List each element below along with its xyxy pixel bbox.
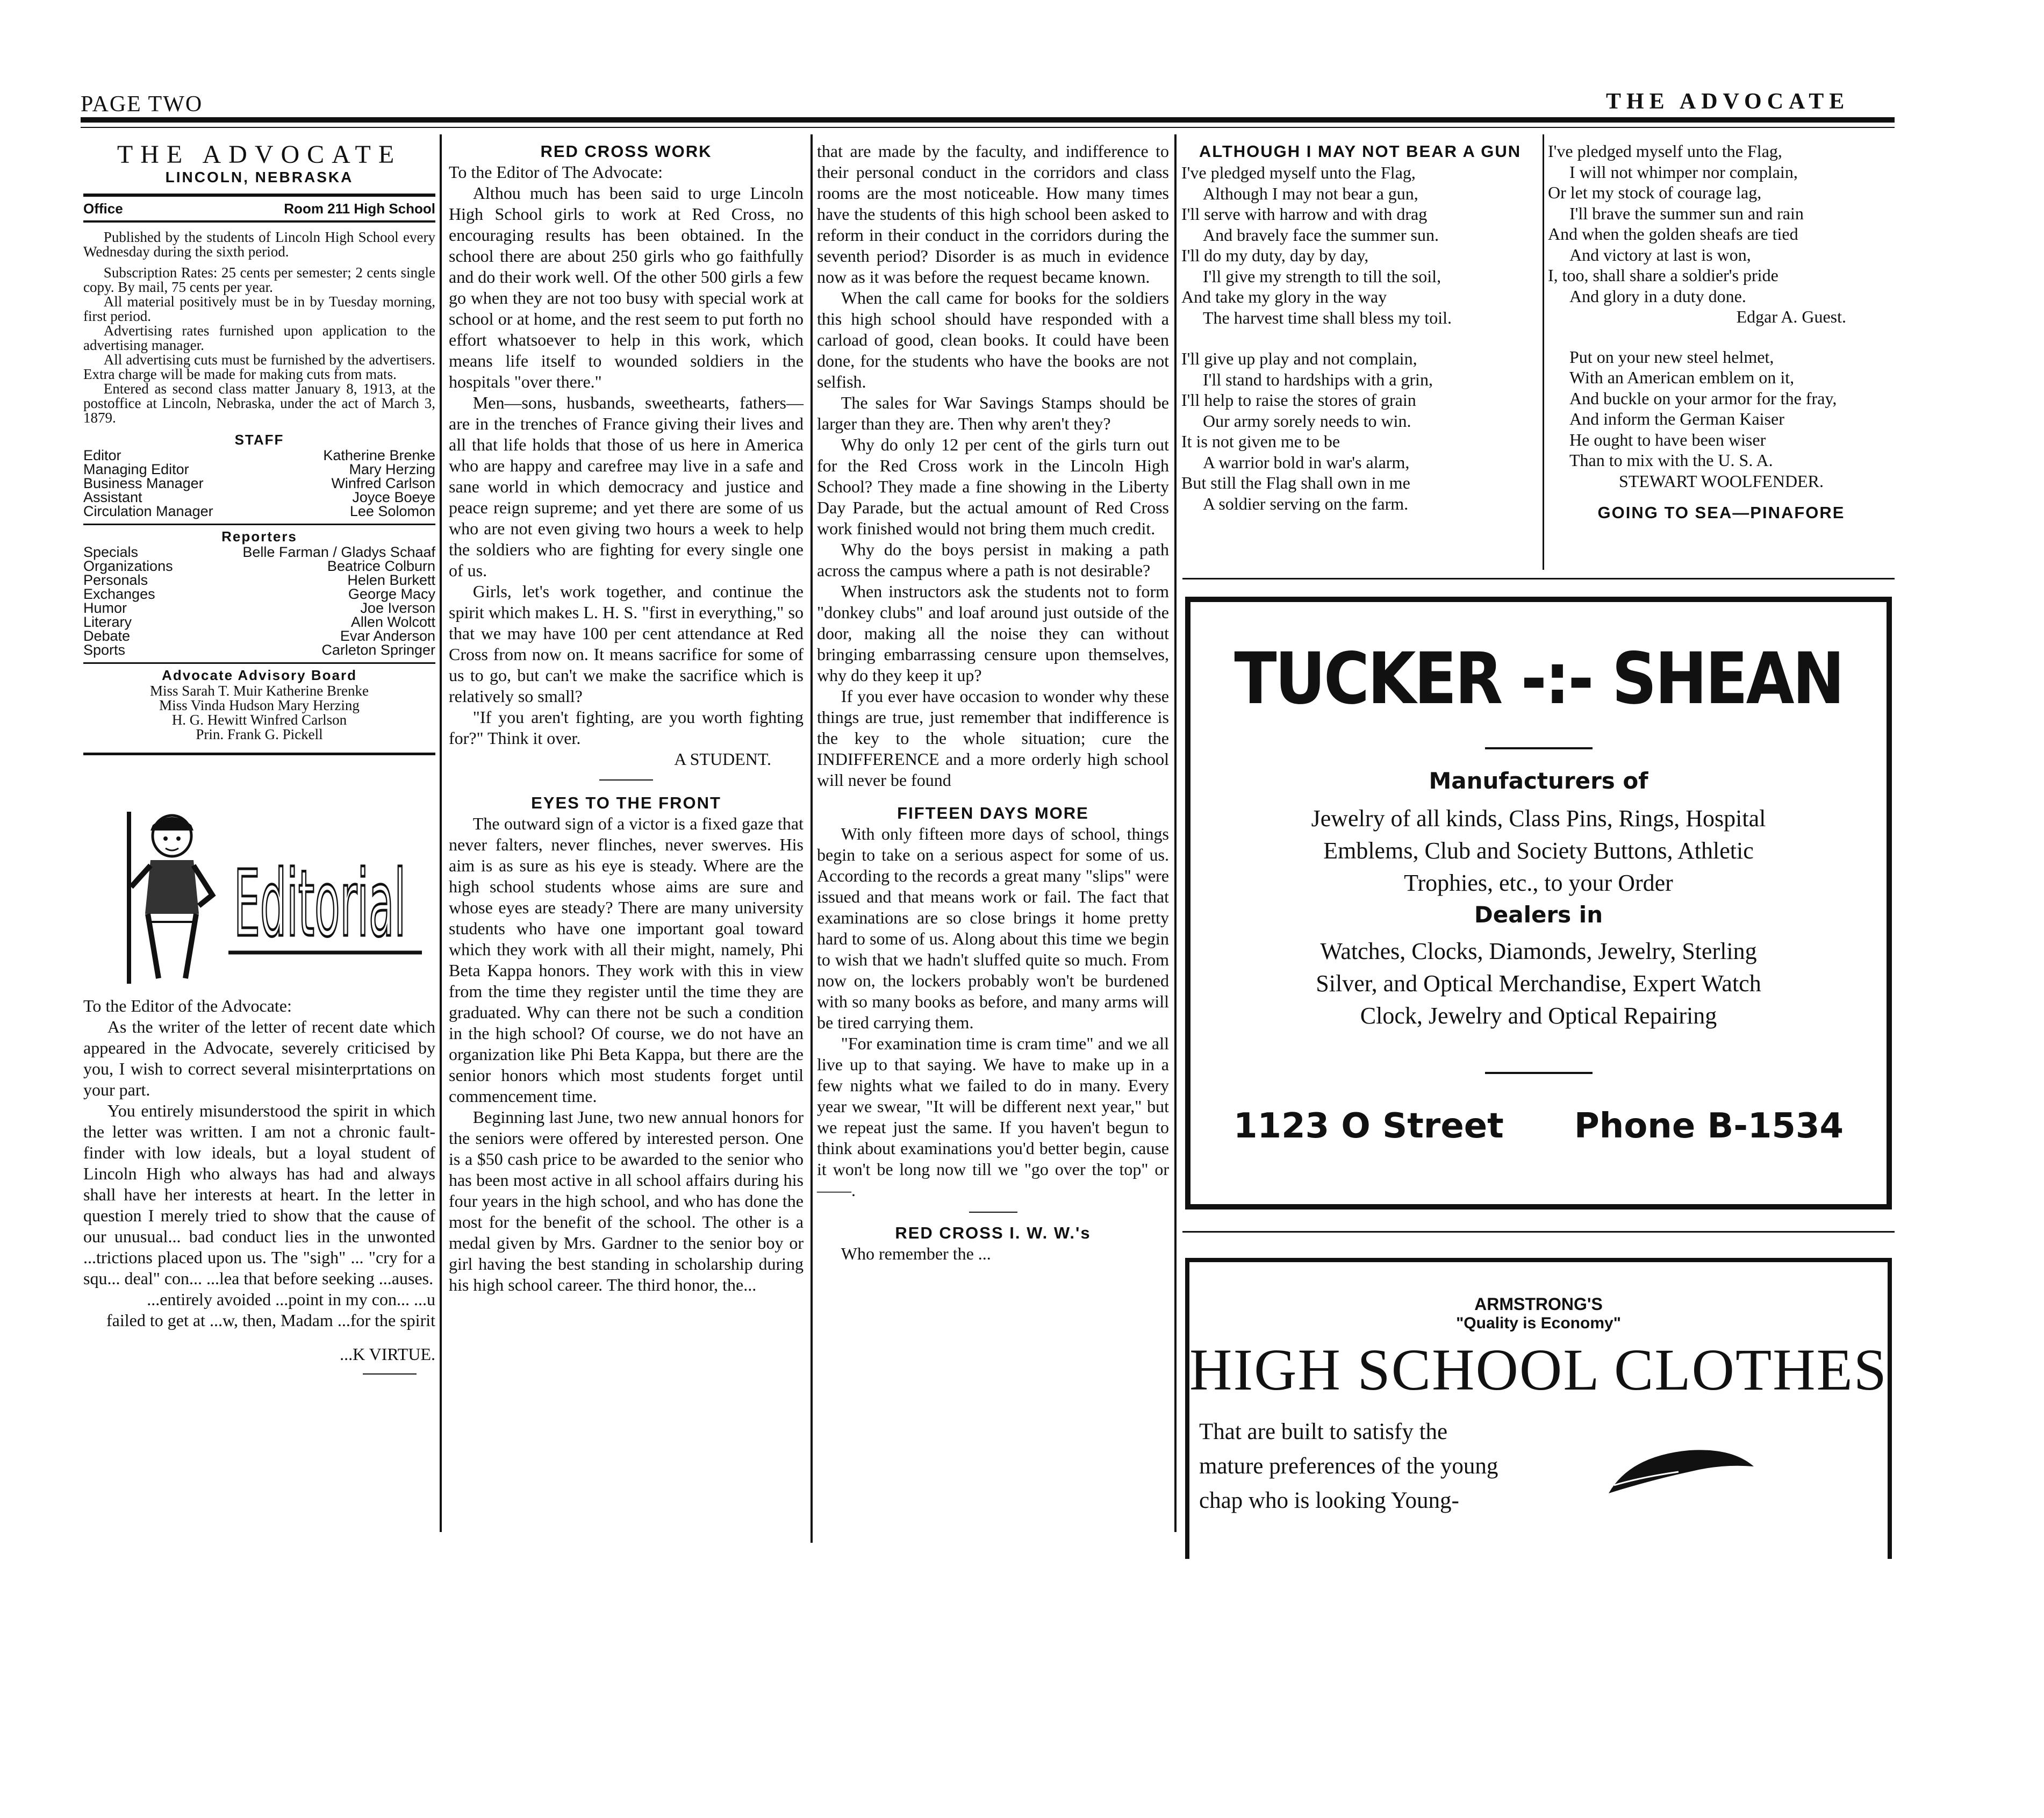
red-cross-paragraph: "If you aren't fighting, are you worth fighting for?" Think it over. [449,707,804,748]
conduct-paragraph: Why do the boys persist in making a path across the campus where a path is not desirable? [817,540,1169,580]
board-line: Miss Vinda Hudson Mary Herzing [159,697,360,713]
reporter-row: Personals Helen Burkett [83,572,435,588]
conduct-paragraph: If you ever have occasion to wonder why these things are true, just remember that indifference is the key to the whole situation; cure the INDIFFERENCE and a more orderly high school will never be found [817,686,1169,790]
tucker-text: Jewelry of all kinds, Class Pins, Rings, Hospital [1311,805,1766,832]
tucker-manufacturers: Manufacturers of [1429,768,1648,794]
editorial-illustration [86,806,430,989]
masthead-info: Published by the students of Lincoln High School every Wednesday during the sixth period. [83,229,435,260]
conduct-paragraph: When the call came for books for the soldiers this high school should have responded with a carload of good, clean books. It could have been done, for the students who have the books are not selfish. [817,288,1169,391]
office-label: Office [83,201,123,217]
red-cross-salutation: To the Editor of The Advocate: [449,162,663,182]
staff-row: Editor Katherine Brenke [83,447,435,463]
poem-line: I, too, shall share a soldier's pride [1548,266,1778,285]
staff-row: Managing Editor Mary Herzing [83,461,435,477]
red-cross-paragraph: Men—sons, husbands, sweethearts, fathers—are in the trenches of France giving their lives and all that life holds that those of us here in America who are happy and carefree may live in a safe and sane world in which democracy and justice and peace reign supreme; and yet there are some of us who are not even giving two hours a week to help the soldiers who are fighting for every single one of us. [449,393,804,580]
masthead-title: THE ADVOCATE [117,140,402,169]
poem-line: But still the Flag shall own in me [1181,473,1410,492]
conduct-paragraph: The sales for War Savings Stamps should be larger than they are. Then why aren't they? [817,393,1169,433]
tucker-title: TUCKER -:- SHEAN [1234,638,1843,720]
conduct-paragraph: that are made by the faculty, and indifference to their personal conduct in the corridors and class rooms are the most noticeable. How many times have the students of this high school been asked to reform in their conduct in the corridors during the seventh period? Disorder is as much in evidence now as it was before the request became known. [817,141,1169,287]
poem-line: Our army sorely needs to win. [1203,411,1411,431]
poem-line: With an American emblem on it, [1569,368,1795,387]
letter [83,996,435,1375]
iww-heading: RED CROSS I. W. W.'s [895,1223,1091,1242]
red-cross-signature: A STUDENT. [674,749,771,769]
poem-gun-continued [1548,141,1895,523]
board-line: Prin. Frank G. Pickell [196,726,323,742]
staff-row: Assistant Joyce Boeye [83,489,435,505]
staff-row: Circulation Manager Lee Solomon [83,503,435,519]
masthead-info: Advertising rates furnished upon application to the advertising manager. [83,323,435,353]
header-rule [81,117,1895,123]
letter-paragraph: You entirely misunderstood the spirit in which the letter was written. I am not a chronic fault-finder with low ideals, but a loyal student of Lincoln High who always has had and always shall have her interests at heart. In the letter in question I merely tried to show that the cause of our unusual... bad conduct lies in the unwonted ...trictions placed upon us. The "sigh" ... "cry for a squ... deal" con... ...lea that before seeking ...auses. [83,1101,435,1288]
poem-line: And victory at last is won, [1569,245,1751,264]
letter-paragraph: As the writer of the letter of recent date which appeared in the Advocate, severely criticised by you, I wish to correct several misinterprtations on your part. [83,1017,435,1099]
masthead [83,141,435,755]
red-cross-paragraph: Althou much has been said to urge Lincoln High School girls to work at Red Cross, no encouraging results has been obtained. In the school there are about 250 girls who go faithfully and do their work well. Of the other 500 girls a few go when they are not too busy with special work at school or at home, and the rest seem to put forth no effort whatsoever to help in this work, which means life itself to wounded soldiers in the hospitals "over there." [449,183,804,391]
masthead-info: All material positively must be in by Tuesday morning, first period. [83,294,435,324]
reporter-row: Humor Joe Iverson [83,600,435,616]
page-number: PAGE TWO [81,92,203,117]
reporter-row: Debate Evar Anderson [83,628,435,644]
eyes-paragraph: Beginning last June, two new annual honors for the seniors were offered by interested person. One is a $50 cash price to be awarded to the senior who has been most active in all school affairs during his four years in the high school, and who has done the most for the benefit of the school. The other is a medal given by Mrs. Gardner to the senior boy or girl having the best standing in scholarship during his high school career. The third honor, the... [449,1107,804,1294]
tucker-shean-ad [1185,597,1892,1209]
poem-line: And when the golden sheafs are tied [1548,224,1798,244]
reporter-row: Exchanges George Macy [83,586,435,602]
poem-line: I'll help to raise the stores of grain [1181,390,1416,410]
red-cross-article [449,141,804,1295]
poem-line: And inform the German Kaiser [1569,409,1784,428]
tucker-text: Clock, Jewelry and Optical Repairing [1360,1003,1717,1029]
poem-line: I'll serve with harrow and with drag [1181,204,1428,224]
conduct-article [817,141,1169,1264]
reporters-list [83,545,435,657]
poem-line: I'll stand to hardships with a grin, [1203,369,1433,389]
running-title: THE ADVOCATE [1606,89,1850,114]
conduct-paragraph: When instructors ask the students not to form "donkey clubs" and loaf around just outside of the door, making all the noise they can without bringing embarrassing censure upon themselves, why do they keep it up? [817,582,1169,685]
column-rule [1543,134,1544,570]
column-rule [811,134,813,1543]
poem-line: And take my glory in the way [1181,287,1387,306]
fifteen-paragraph: With only fifteen more days of school, things begin to take on a serious aspect for some of us. According to the records a great many "slips" were issued and that means work or fail. The fact that examinations are so close brings it home pretty hard to some of us. Along about this time we begin to wish that we hadn't sluffed quite so much. From now on, the lockers probably won't be burdened with so many books as before, and many arms will be tired carrying them. [817,824,1169,1032]
board-line: H. G. Hewitt Winfred Carlson [171,712,347,728]
tucker-text: Trophies, etc., to your Order [1404,870,1673,896]
tucker-text: Emblems, Club and Society Buttons, Athletic [1323,838,1754,864]
poem-line: I'll brave the summer sun and rain [1569,203,1804,223]
poem-line: I've pledged myself unto the Flag, [1181,163,1416,182]
poem-line: I've pledged myself unto the Flag, [1548,141,1782,161]
armstrong-text: chap who is looking Young- [1199,1488,1459,1513]
poem-line: He ought to have been wiser [1569,430,1766,449]
staff-list [83,448,435,518]
reporter-row: Organizations Beatrice Colburn [83,558,435,574]
eyes-heading: EYES TO THE FRONT [531,793,721,812]
staff-heading: STAFF [234,432,284,448]
column-rule [440,134,442,1532]
poem-gun-heading: ALTHOUGH I MAY NOT BEAR A GUN [1199,142,1522,161]
board-heading: Advocate Advisory Board [162,667,357,683]
masthead-info: Entered as second class matter January 8, 1913, at the postoffice at Lincoln, Nebraska, under the act of March 3, 1879. [83,381,435,426]
masthead-info: All advertising cuts must be furnished by the advertisers. Extra charge will be made for making cuts from mats. [83,352,435,382]
board-line: Miss Sarah T. Muir Katherine Brenke [150,683,369,699]
red-cross-heading: RED CROSS WORK [540,142,712,161]
armstrong-title: HIGH SCHOOL CLOTHES [1189,1337,1888,1402]
reporter-row: Sports Carleton Springer [83,642,435,658]
figure-icon [107,806,231,989]
tucker-text: Watches, Clocks, Diamonds, Jewelry, Sterling [1320,938,1757,964]
reporter-row: Literary Allen Wolcott [83,614,435,630]
poem-line: And bravely face the summer sun. [1203,225,1439,245]
masthead-info: Subscription Rates: 25 cents per semester; 2 cents single copy. By mail, 75 cents per year. [83,264,435,295]
poem-line: I'll give my strength to till the soil, [1203,266,1441,286]
tucker-phone: Phone B-1534 [1574,1106,1844,1146]
poem-gun [1181,141,1539,514]
ad-rule [1182,578,1895,579]
tucker-text: Silver, and Optical Merchandise, Expert Watch [1316,970,1761,997]
fifteen-heading: FIFTEEN DAYS MORE [897,804,1089,822]
column-rule [1174,134,1177,1532]
poem-line: I'll do my duty, day by day, [1181,246,1369,265]
poem-line: Put on your new steel helmet, [1569,347,1774,367]
eyes-paragraph: The outward sign of a victor is a fixed gaze that never falters, never flinches, never swerves. His aim is as sure as his eye is steady. Where are the high school students whose aims are sure and whose eyes are steady? There are many university students who have one important goal toward which they work with all their might, namely, Phi Beta Kappa honors. They work with this in view from the time they register until the time they are graduated. Why can there not be such a condition in the high school? Of course, we do not have an organization like Phi Beta Kappa, but there are the senior honors which most students forget until commencement time. [449,814,804,1106]
armstrong-text: mature preferences of the young [1199,1454,1498,1479]
office-room: Room 211 High School [284,201,435,217]
reporters-heading: Reporters [221,528,297,545]
tucker-address: 1123 O Street [1233,1106,1504,1146]
letter-salutation: To the Editor of the Advocate: [83,996,292,1015]
poem-line: I'll give up play and not complain, [1181,349,1417,368]
poem-line: I will not whimper nor complain, [1569,162,1798,182]
fifteen-paragraph: "For examination time is cram time" and we all live up to that saying. We have to make up in a few nights what we failed to do in many. Every year we swear, "It will be different next year," but we repeat just the same. If you haven't begun to think about examinations you'd better begin, cause it won't be long now till we "go over the top" or——. [817,1034,1169,1200]
poem-author: Edgar A. Guest. [1736,307,1846,326]
armstrong-name: ARMSTRONG'S [1474,1294,1603,1314]
masthead-city: LINCOLN, NEBRASKA [165,169,354,185]
poem-line: The harvest time shall bless my toil. [1203,307,1452,327]
armstrong-text: That are built to satisfy the [1199,1419,1448,1444]
iww-start: Who remember the ... [841,1244,991,1263]
letter-paragraph: ...entirely avoided ...point in my con... ...u failed to get at ...w, then, Madam ...for the spirit [106,1290,435,1330]
conduct-paragraph: Why do only 12 per cent of the girls turn out for the Red Cross work in the Lincoln High School? They made a fine showing in the Liberty Day Parade, but the actual amount of Red Cross work finished would not bring them much credit. [817,435,1169,538]
pinafore-heading: GOING TO SEA—PINAFORE [1597,503,1845,522]
poem-line: A warrior bold in war's alarm, [1203,452,1410,472]
armstrong-slogan: "Quality is Economy" [1456,1314,1621,1332]
poem-line: A soldier serving on the farm. [1203,493,1409,513]
poem-line: Although I may not bear a gun, [1203,183,1418,203]
red-cross-paragraph: Girls, let's work together, and continue the spirit which makes L. H. S. "first in everything," so that we may have 100 per cent attendance at Red Cross from now on. It means sacrifice for some of us to go, but can't we make the sacrifice which is relatively so small? [449,582,804,706]
header-rule-thin [81,127,1895,128]
staff-row: Business Manager Winfred Carlson [83,475,435,491]
poem-line: It is not given me to be [1181,432,1340,451]
poem-author: STEWART WOOLFENDER. [1619,471,1824,491]
svg-text:Editorial: Editorial [234,851,406,957]
reporter-row: Specials Belle Farman / Gladys Schaaf [83,544,435,560]
editorial-banner-icon [228,828,427,962]
poem-line: And glory in a duty done. [1569,286,1746,306]
poem-line: Or let my stock of courage lag, [1548,183,1762,202]
poem-line: Than to mix with the U. S. A. [1569,450,1773,470]
poem-line: And buckle on your armor for the fray, [1569,388,1837,408]
letter-signature: ...K VIRTUE. [340,1344,435,1364]
ad-rule [1182,1231,1895,1233]
armstrong-ad [1185,1258,1892,1559]
tucker-dealers: Dealers in [1474,901,1603,928]
hat-icon [1598,1434,1759,1504]
